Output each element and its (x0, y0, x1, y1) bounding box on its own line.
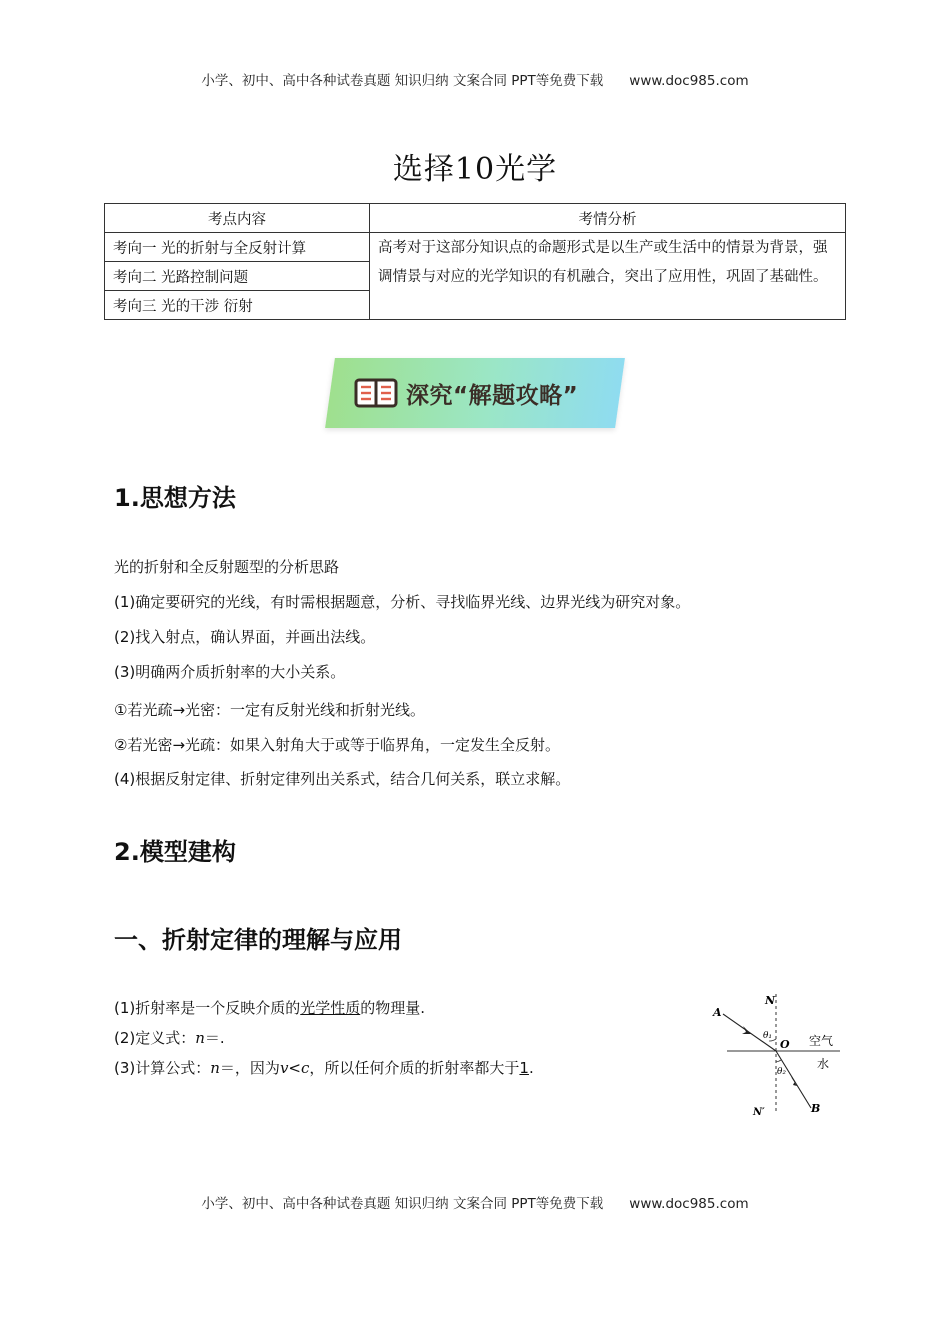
table-row (105, 233, 846, 262)
section-lead: 光的折射和全反射题型的分析思路 (114, 558, 340, 576)
header-url[interactable]: www.doc985.com (629, 73, 749, 89)
method-step: (1)确定要研究的光线，有时需根据题意，分析、寻找临界光线、边界光线为研究对象。 (114, 593, 691, 611)
analysis-cell: 高考对于这部分知识点的命题形式是以生产或生活中的情景为背景，强调情景与对应的光学知识的有机融合，突出了应用性，巩固了基础性。 (370, 233, 846, 320)
overview-table (104, 203, 846, 320)
table-header-row (105, 204, 846, 233)
variable-n: n (195, 1029, 205, 1047)
refraction-line-3 (114, 1057, 534, 1078)
method-step: ①若光疏→光密：一定有反射光线和折射光线。 (114, 701, 426, 719)
line-text: ＝，因为 (219, 1059, 280, 1077)
line-text: (2)定义式： (114, 1029, 196, 1047)
page-footer (0, 1192, 950, 1212)
table-header-topics: 考点内容 (105, 204, 370, 233)
label-theta1: θ₁ (763, 1031, 773, 1041)
label-theta2: θ₂ (777, 1067, 787, 1077)
refracted-arrow (791, 1077, 797, 1086)
footer-url[interactable]: www.doc985.com (629, 1196, 749, 1212)
line-text: ＝. (204, 1029, 225, 1047)
label-a: A (713, 1006, 722, 1019)
variable-v: v (279, 1059, 289, 1077)
method-step: (2)找入射点，确认界面，并画出法线。 (114, 628, 376, 646)
line-text: 的物理量. (360, 999, 426, 1017)
angle-arc-2 (776, 1060, 781, 1062)
label-water: 水 (817, 1057, 830, 1071)
method-step: (3)明确两介质折射率的大小关系。 (114, 663, 346, 681)
table-header-analysis: 考情分析 (370, 204, 846, 233)
refraction-diagram (705, 990, 845, 1120)
page-title: 选择10光学 (392, 152, 558, 187)
line-text: (1)折射率是一个反映介质的 (114, 999, 301, 1017)
less-than: < (288, 1059, 301, 1077)
footer-text: 小学、初中、高中各种试卷真题 知识归纳 文案合同 PPT等免费下载 (201, 1196, 604, 1212)
topic-cell: 考向一 光的折射与全反射计算 (105, 233, 370, 262)
incident-arrow (742, 1026, 751, 1034)
label-b: B (811, 1102, 821, 1115)
section-heading-refraction: 一、折射定律的理解与应用 (114, 926, 402, 954)
underlined-answer: 1 (519, 1059, 529, 1077)
header-text: 小学、初中、高中各种试卷真题 知识归纳 文案合同 PPT等免费下载 (201, 73, 604, 89)
variable-n: n (210, 1059, 220, 1077)
label-air: 空气 (809, 1034, 834, 1048)
topic-cell: 考向二 光路控制问题 (105, 262, 370, 291)
line-text: ，所以任何介质的折射率都大于 (309, 1059, 520, 1077)
line-text: (3)计算公式： (114, 1059, 211, 1077)
refraction-line-2 (114, 1027, 225, 1048)
topic-cell: 考向三 光的干涉 衍射 (105, 291, 370, 320)
label-n-prime: N′ (753, 1107, 765, 1118)
page-header (0, 69, 950, 89)
section-heading-model: 2.模型建构 (114, 838, 236, 866)
banner-label: 深究“解题攻略” (406, 383, 579, 409)
method-step: (4)根据反射定律、折射定律列出关系式，结合几何关系，联立求解。 (114, 770, 571, 788)
method-step: ②若光密→光疏：如果入射角大于或等于临界角，一定发生全反射。 (114, 736, 561, 754)
variable-c: c (301, 1059, 310, 1077)
open-book-icon (354, 377, 398, 409)
line-text: . (528, 1059, 534, 1077)
refraction-line-1 (114, 997, 425, 1018)
section-heading-methods: 1.思想方法 (114, 484, 236, 512)
label-o: O (780, 1038, 790, 1051)
strategy-banner (330, 358, 620, 428)
underlined-answer: 光学性质 (300, 999, 361, 1017)
label-n: N (765, 994, 776, 1007)
